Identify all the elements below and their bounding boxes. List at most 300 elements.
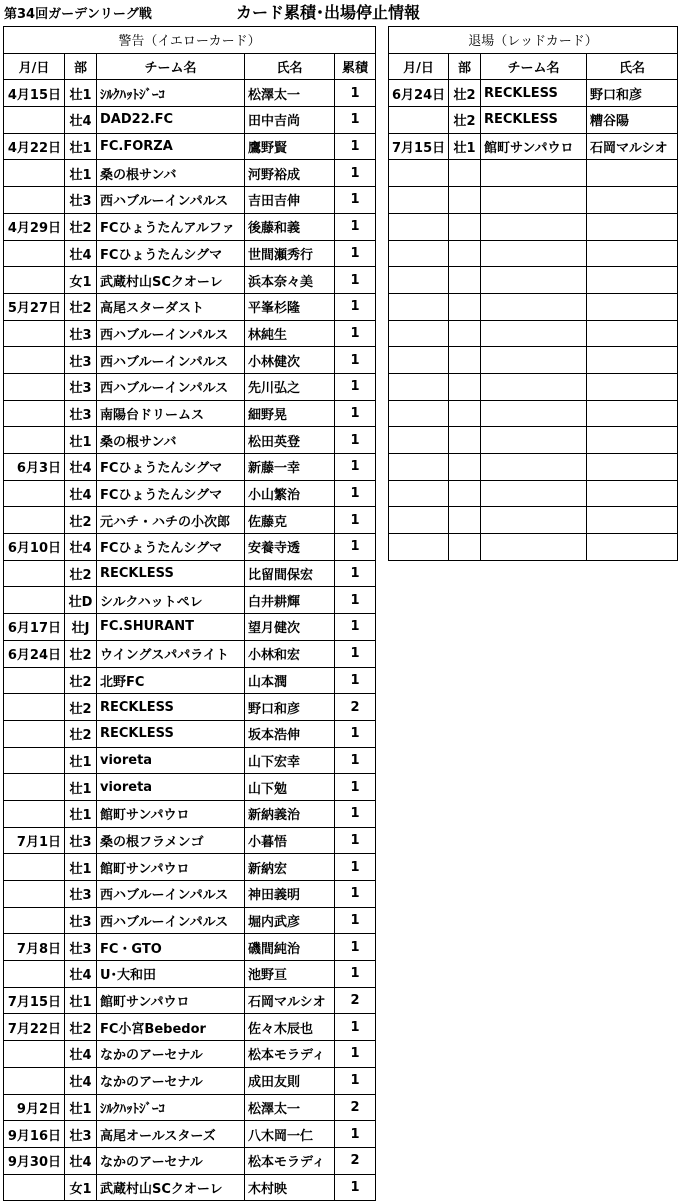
yellow-cell-team: 西ハブルーインパルス	[97, 881, 245, 908]
table-row	[4, 1121, 376, 1148]
red-cell-player: 糟谷陽	[587, 107, 678, 134]
yellow-cell-count: 1	[335, 213, 376, 240]
yellow-cell-division: 壮4	[65, 480, 97, 507]
red-cell-division	[449, 213, 481, 240]
yellow-cell-team: 桑の根フラメンゴ	[97, 827, 245, 854]
yellow-cell-player: 小林和宏	[245, 640, 335, 667]
yellow-cell-player: 松澤太一	[245, 80, 335, 107]
yellow-cell-division: 壮2	[65, 293, 97, 320]
table-row	[389, 454, 678, 481]
table-row	[4, 373, 376, 400]
table-row	[389, 213, 678, 240]
yellow-cell-division: 壮1	[65, 747, 97, 774]
table-row	[4, 640, 376, 667]
yellow-cell-count: 2	[335, 694, 376, 721]
yellow-cell-team: FC.SHURANT	[97, 614, 245, 641]
red-cell-team	[481, 213, 587, 240]
yellow-cell-division: 壮4	[65, 240, 97, 267]
yellow-cell-team: FCひょうたんシグマ	[97, 480, 245, 507]
yellow-cell-date: 6月3日	[4, 454, 65, 481]
table-row	[4, 961, 376, 988]
red-cell-team: 館町サンパウロ	[481, 133, 587, 160]
yellow-cell-team: FC小宮Bebedor	[97, 1014, 245, 1041]
yellow-cell-division: 壮1	[65, 160, 97, 187]
yellow-cell-date	[4, 1041, 65, 1068]
red-header-date: 月/日	[389, 53, 449, 80]
red-cell-player	[587, 507, 678, 534]
table-row	[4, 187, 376, 214]
yellow-cell-player: 林純生	[245, 320, 335, 347]
yellow-cell-division: 壮2	[65, 694, 97, 721]
yellow-cell-date	[4, 720, 65, 747]
yellow-cell-date: 7月15日	[4, 987, 65, 1014]
red-cell-player	[587, 347, 678, 374]
red-cell-team	[481, 347, 587, 374]
yellow-cell-team: 高尾オールスターズ	[97, 1121, 245, 1148]
yellow-cell-player: 田中吉尚	[245, 107, 335, 134]
table-row	[4, 987, 376, 1014]
yellow-cell-team: なかのアーセナル	[97, 1147, 245, 1174]
table-row	[4, 1014, 376, 1041]
yellow-cell-count: 2	[335, 1094, 376, 1121]
yellow-cell-team: 武蔵村山SCクオーレ	[97, 267, 245, 294]
red-cell-date	[389, 347, 449, 374]
red-cell-team	[481, 187, 587, 214]
yellow-cell-player: 松澤太一	[245, 1094, 335, 1121]
table-row	[4, 427, 376, 454]
yellow-header-division: 部	[65, 53, 97, 80]
red-cell-division	[449, 507, 481, 534]
table-row	[389, 133, 678, 160]
table-row	[389, 80, 678, 107]
yellow-cell-date	[4, 187, 65, 214]
yellow-cell-team: FCひょうたんシグマ	[97, 454, 245, 481]
red-card-table	[388, 26, 678, 561]
red-header-team: チーム名	[481, 53, 587, 80]
red-cell-division	[449, 187, 481, 214]
yellow-cell-count: 1	[335, 961, 376, 988]
table-row	[4, 1067, 376, 1094]
yellow-cell-count: 1	[335, 747, 376, 774]
red-cell-player: 野口和彦	[587, 80, 678, 107]
yellow-cell-division: 壮3	[65, 1121, 97, 1148]
yellow-cell-team: 西ハブルーインパルス	[97, 187, 245, 214]
red-cell-division	[449, 240, 481, 267]
yellow-cell-count: 1	[335, 881, 376, 908]
yellow-cell-date	[4, 587, 65, 614]
yellow-cell-date	[4, 320, 65, 347]
yellow-header-player: 氏名	[245, 53, 335, 80]
yellow-cell-count: 1	[335, 133, 376, 160]
table-row	[389, 373, 678, 400]
table-row	[389, 107, 678, 134]
yellow-cell-division: 壮4	[65, 1041, 97, 1068]
yellow-cell-team: FC.FORZA	[97, 133, 245, 160]
red-cell-division: 壮2	[449, 80, 481, 107]
red-cell-player	[587, 240, 678, 267]
red-cell-division	[449, 427, 481, 454]
red-cell-team	[481, 400, 587, 427]
red-header-player: 氏名	[587, 53, 678, 80]
yellow-cell-count: 1	[335, 800, 376, 827]
red-cell-date	[389, 213, 449, 240]
yellow-cell-date	[4, 427, 65, 454]
table-row	[4, 293, 376, 320]
table-row	[4, 881, 376, 908]
yellow-cell-player: 鷹野賢	[245, 133, 335, 160]
yellow-cell-player: 吉田吉伸	[245, 187, 335, 214]
red-cell-team	[481, 293, 587, 320]
yellow-cell-count: 1	[335, 587, 376, 614]
red-cell-date	[389, 400, 449, 427]
red-cell-player	[587, 267, 678, 294]
yellow-cell-team: 武蔵村山SCクオーレ	[97, 1174, 245, 1201]
table-row	[4, 587, 376, 614]
yellow-cell-date: 7月22日	[4, 1014, 65, 1041]
yellow-cell-division: 壮D	[65, 587, 97, 614]
yellow-cell-team: ウイングスパパライト	[97, 640, 245, 667]
yellow-cell-player: 小山繁治	[245, 480, 335, 507]
yellow-cell-division: 女1	[65, 1174, 97, 1201]
red-cell-date	[389, 534, 449, 561]
yellow-card-caption: 警告（イエローカード）	[4, 27, 376, 54]
yellow-cell-date	[4, 347, 65, 374]
red-cell-team	[481, 454, 587, 481]
yellow-header-team: チーム名	[97, 53, 245, 80]
yellow-cell-date	[4, 400, 65, 427]
red-cell-date	[389, 320, 449, 347]
yellow-cell-count: 1	[335, 907, 376, 934]
table-row	[4, 240, 376, 267]
yellow-cell-player: 新納義治	[245, 800, 335, 827]
yellow-cell-player: 八木岡一仁	[245, 1121, 335, 1148]
yellow-cell-date: 4月15日	[4, 80, 65, 107]
table-row	[389, 427, 678, 454]
yellow-cell-player: 堀内武彦	[245, 907, 335, 934]
yellow-cell-date: 6月17日	[4, 614, 65, 641]
yellow-cell-count: 1	[335, 1121, 376, 1148]
yellow-cell-date	[4, 107, 65, 134]
red-cell-date	[389, 480, 449, 507]
yellow-cell-date	[4, 694, 65, 721]
yellow-cell-team: 館町サンパウロ	[97, 987, 245, 1014]
yellow-cell-division: 女1	[65, 267, 97, 294]
yellow-cell-team: RECKLESS	[97, 560, 245, 587]
red-cell-division	[449, 347, 481, 374]
yellow-cell-count: 1	[335, 454, 376, 481]
red-cell-team	[481, 427, 587, 454]
yellow-cell-player: 新藤一幸	[245, 454, 335, 481]
red-cell-date	[389, 187, 449, 214]
yellow-cell-division: 壮3	[65, 934, 97, 961]
yellow-cell-team: FCひょうたんシグマ	[97, 534, 245, 561]
yellow-cell-count: 1	[335, 720, 376, 747]
red-cell-date	[389, 267, 449, 294]
yellow-cell-count: 1	[335, 827, 376, 854]
yellow-cell-player: 白井耕輝	[245, 587, 335, 614]
yellow-cell-division: 壮2	[65, 507, 97, 534]
yellow-cell-count: 1	[335, 1067, 376, 1094]
red-cell-player	[587, 400, 678, 427]
red-cell-date	[389, 373, 449, 400]
yellow-cell-division: 壮1	[65, 987, 97, 1014]
yellow-cell-player: 細野晃	[245, 400, 335, 427]
table-row	[4, 800, 376, 827]
yellow-cell-team: 高尾スターダスト	[97, 293, 245, 320]
yellow-cell-player: 成田友則	[245, 1067, 335, 1094]
red-cell-player	[587, 427, 678, 454]
red-cell-team	[481, 534, 587, 561]
yellow-cell-division: 壮1	[65, 427, 97, 454]
red-cell-team	[481, 240, 587, 267]
yellow-cell-date: 6月24日	[4, 640, 65, 667]
yellow-cell-date: 9月2日	[4, 1094, 65, 1121]
yellow-cell-player: 池野亘	[245, 961, 335, 988]
table-row	[4, 267, 376, 294]
yellow-cell-player: 神田義明	[245, 881, 335, 908]
red-header-division: 部	[449, 53, 481, 80]
yellow-cell-player: 山下宏幸	[245, 747, 335, 774]
table-row	[389, 267, 678, 294]
table-row	[4, 1147, 376, 1174]
red-cell-player	[587, 187, 678, 214]
yellow-header-count: 累積	[335, 53, 376, 80]
table-row	[4, 320, 376, 347]
yellow-cell-team: ｼﾙｸﾊｯﾄｼﾞｰｺ	[97, 1094, 245, 1121]
yellow-cell-team: 館町サンパウロ	[97, 800, 245, 827]
yellow-cell-team: シルクハットペレ	[97, 587, 245, 614]
yellow-cell-player: 先川弘之	[245, 373, 335, 400]
red-cell-division	[449, 160, 481, 187]
yellow-cell-division: 壮2	[65, 213, 97, 240]
yellow-cell-count: 1	[335, 1174, 376, 1201]
yellow-cell-date	[4, 507, 65, 534]
yellow-cell-team: ｼﾙｸﾊｯﾄｼﾞｰｺ	[97, 80, 245, 107]
yellow-cell-count: 1	[335, 267, 376, 294]
yellow-cell-date: 4月29日	[4, 213, 65, 240]
yellow-cell-division: 壮3	[65, 347, 97, 374]
yellow-cell-player: 望月健次	[245, 614, 335, 641]
table-row	[4, 827, 376, 854]
red-cell-player	[587, 213, 678, 240]
red-cell-player	[587, 293, 678, 320]
yellow-cell-count: 1	[335, 1014, 376, 1041]
yellow-cell-count: 1	[335, 320, 376, 347]
yellow-cell-player: 野口和彦	[245, 694, 335, 721]
red-cell-division	[449, 480, 481, 507]
yellow-cell-team: FCひょうたんアルファ	[97, 213, 245, 240]
yellow-cell-division: 壮4	[65, 1067, 97, 1094]
yellow-cell-player: 安養寺透	[245, 534, 335, 561]
yellow-header-date: 月/日	[4, 53, 65, 80]
yellow-cell-player: 松本モラディ	[245, 1041, 335, 1068]
yellow-cell-division: 壮1	[65, 133, 97, 160]
table-row	[389, 400, 678, 427]
yellow-cell-division: 壮2	[65, 640, 97, 667]
red-cell-date	[389, 454, 449, 481]
yellow-cell-count: 1	[335, 347, 376, 374]
yellow-cell-player: 坂本浩伸	[245, 720, 335, 747]
table-row	[4, 347, 376, 374]
yellow-cell-date	[4, 267, 65, 294]
yellow-cell-date: 9月30日	[4, 1147, 65, 1174]
table-row	[389, 347, 678, 374]
yellow-cell-count: 1	[335, 187, 376, 214]
table-row	[4, 133, 376, 160]
yellow-cell-player: 比留間保宏	[245, 560, 335, 587]
table-row	[4, 1094, 376, 1121]
yellow-cell-count: 1	[335, 614, 376, 641]
red-cell-division	[449, 293, 481, 320]
yellow-cell-division: 壮2	[65, 720, 97, 747]
yellow-cell-division: 壮3	[65, 187, 97, 214]
red-cell-division	[449, 373, 481, 400]
yellow-cell-division: 壮3	[65, 881, 97, 908]
yellow-cell-team: 元ハチ・ハチの小次郎	[97, 507, 245, 534]
yellow-cell-division: 壮3	[65, 400, 97, 427]
table-row	[389, 293, 678, 320]
yellow-cell-date	[4, 907, 65, 934]
yellow-cell-date	[4, 1174, 65, 1201]
yellow-cell-date	[4, 881, 65, 908]
red-cell-player	[587, 373, 678, 400]
red-cell-date	[389, 160, 449, 187]
yellow-cell-date: 5月27日	[4, 293, 65, 320]
yellow-cell-player: 山本潤	[245, 667, 335, 694]
yellow-cell-division: 壮1	[65, 1094, 97, 1121]
red-cell-team: RECKLESS	[481, 107, 587, 134]
red-cell-player: 石岡マルシオ	[587, 133, 678, 160]
red-cell-team: RECKLESS	[481, 80, 587, 107]
yellow-cell-count: 2	[335, 1147, 376, 1174]
red-cell-player	[587, 160, 678, 187]
yellow-cell-date: 4月22日	[4, 133, 65, 160]
yellow-cell-team: vioreta	[97, 747, 245, 774]
yellow-cell-team: 桑の根サンバ	[97, 160, 245, 187]
table-row	[4, 534, 376, 561]
table-row	[4, 854, 376, 881]
red-cell-player	[587, 454, 678, 481]
red-cell-date	[389, 507, 449, 534]
yellow-cell-division: 壮3	[65, 907, 97, 934]
yellow-cell-team: 南陽台ドリームス	[97, 400, 245, 427]
red-card-caption: 退場（レッドカード）	[389, 27, 678, 54]
yellow-cell-division: 壮1	[65, 800, 97, 827]
yellow-cell-date: 6月10日	[4, 534, 65, 561]
yellow-cell-date: 7月1日	[4, 827, 65, 854]
table-row	[4, 907, 376, 934]
table-row	[389, 480, 678, 507]
yellow-cell-player: 河野裕成	[245, 160, 335, 187]
yellow-cell-date	[4, 747, 65, 774]
table-row	[4, 720, 376, 747]
yellow-cell-team: なかのアーセナル	[97, 1041, 245, 1068]
yellow-cell-division: 壮1	[65, 854, 97, 881]
table-row	[4, 1041, 376, 1068]
yellow-cell-division: 壮2	[65, 667, 97, 694]
yellow-cell-division: 壮4	[65, 1147, 97, 1174]
yellow-cell-team: 西ハブルーインパルス	[97, 373, 245, 400]
yellow-cell-team: 桑の根サンバ	[97, 427, 245, 454]
table-row	[389, 240, 678, 267]
yellow-cell-player: 木村映	[245, 1174, 335, 1201]
table-row	[389, 187, 678, 214]
red-cell-team	[481, 373, 587, 400]
yellow-cell-team: 西ハブルーインパルス	[97, 320, 245, 347]
table-row	[389, 507, 678, 534]
yellow-cell-division: 壮4	[65, 107, 97, 134]
table-row	[4, 694, 376, 721]
yellow-cell-date	[4, 774, 65, 801]
table-row	[4, 747, 376, 774]
yellow-cell-count: 1	[335, 934, 376, 961]
red-cell-player	[587, 480, 678, 507]
yellow-cell-division: 壮2	[65, 1014, 97, 1041]
yellow-cell-player: 新納宏	[245, 854, 335, 881]
table-row	[4, 480, 376, 507]
red-cell-division	[449, 267, 481, 294]
yellow-cell-team: 西ハブルーインパルス	[97, 347, 245, 374]
table-row	[4, 1174, 376, 1201]
yellow-cell-team: FC・GTO	[97, 934, 245, 961]
yellow-cell-date	[4, 667, 65, 694]
table-row	[389, 534, 678, 561]
yellow-cell-count: 1	[335, 80, 376, 107]
yellow-cell-division: 壮3	[65, 320, 97, 347]
yellow-cell-count: 1	[335, 640, 376, 667]
yellow-cell-player: 浜本奈々美	[245, 267, 335, 294]
yellow-cell-date	[4, 560, 65, 587]
yellow-cell-division: 壮1	[65, 80, 97, 107]
yellow-cell-count: 1	[335, 427, 376, 454]
red-cell-division: 壮1	[449, 133, 481, 160]
yellow-cell-team: FCひょうたんシグマ	[97, 240, 245, 267]
table-row	[4, 507, 376, 534]
yellow-cell-count: 1	[335, 107, 376, 134]
yellow-cell-division: 壮4	[65, 454, 97, 481]
yellow-cell-player: 世間瀬秀行	[245, 240, 335, 267]
red-cell-date	[389, 293, 449, 320]
yellow-cell-division: 壮3	[65, 373, 97, 400]
table-row	[4, 560, 376, 587]
yellow-cell-division: 壮3	[65, 827, 97, 854]
yellow-cell-team: 西ハブルーインパルス	[97, 907, 245, 934]
table-row	[389, 160, 678, 187]
yellow-cell-date	[4, 480, 65, 507]
red-cell-team	[481, 320, 587, 347]
yellow-cell-date	[4, 961, 65, 988]
yellow-cell-count: 2	[335, 987, 376, 1014]
yellow-card-table	[3, 26, 376, 1201]
yellow-cell-division: 壮2	[65, 560, 97, 587]
yellow-cell-player: 山下勉	[245, 774, 335, 801]
yellow-cell-count: 1	[335, 1041, 376, 1068]
yellow-cell-count: 1	[335, 534, 376, 561]
yellow-cell-count: 1	[335, 293, 376, 320]
yellow-cell-team: vioreta	[97, 774, 245, 801]
red-cell-division	[449, 534, 481, 561]
table-row	[4, 454, 376, 481]
yellow-cell-player: 松田英登	[245, 427, 335, 454]
yellow-cell-count: 1	[335, 373, 376, 400]
table-row	[4, 774, 376, 801]
red-cell-team	[481, 267, 587, 294]
yellow-cell-player: 後藤和義	[245, 213, 335, 240]
red-cell-team	[481, 480, 587, 507]
yellow-cell-date	[4, 800, 65, 827]
red-cell-division	[449, 454, 481, 481]
yellow-cell-division: 壮4	[65, 534, 97, 561]
